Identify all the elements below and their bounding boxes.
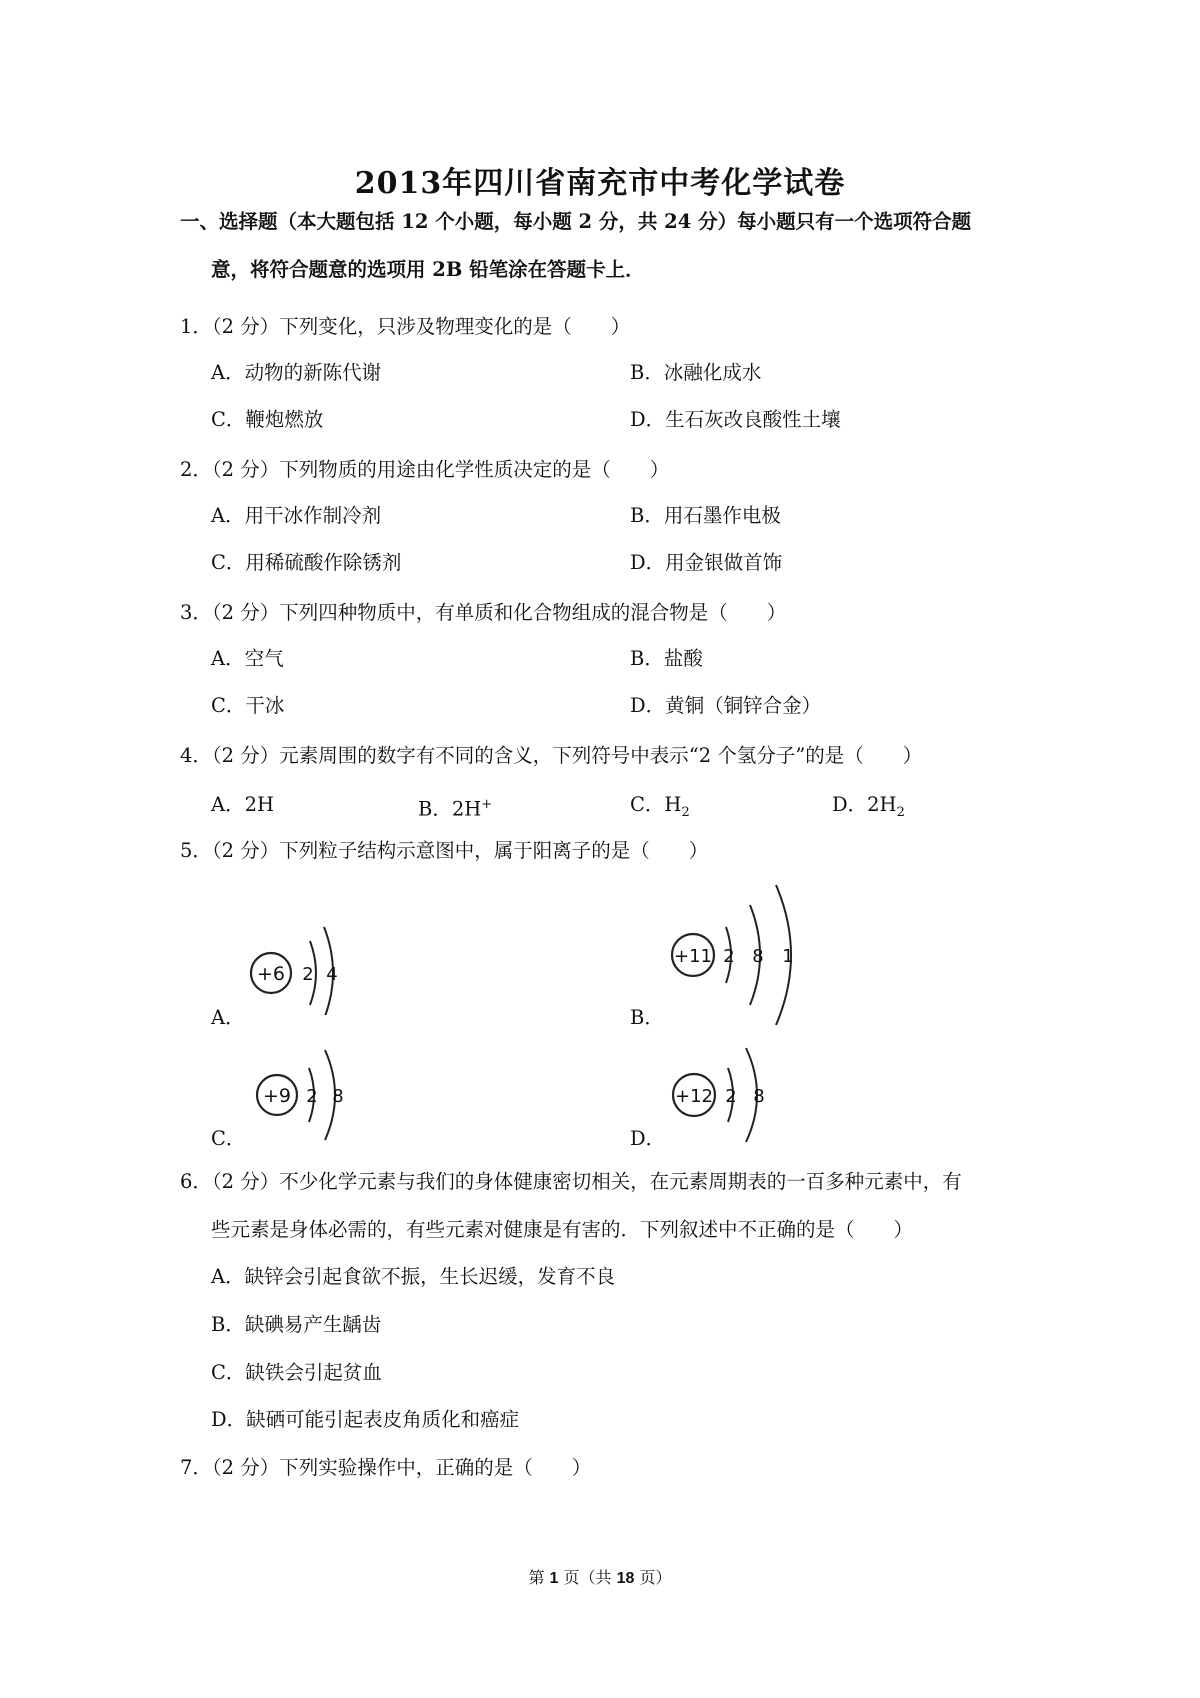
- section-heading-line2: 意，将符合题意的选项用 2B 铅笔涂在答题卡上．: [211, 258, 645, 281]
- option-label: D．: [832, 793, 868, 816]
- formula: 2H: [867, 793, 897, 816]
- shell-1-electrons: 2: [723, 946, 735, 967]
- footer-middle: 页（共: [558, 1568, 617, 1587]
- question-3-option-d: D．黄铜（铜锌合金）: [630, 694, 822, 717]
- question-2-option-b: B．用石墨作电极: [630, 504, 781, 527]
- question-4-option-b: [418, 790, 492, 825]
- formula-subscript: 2: [896, 804, 905, 820]
- question-1-option-c: C．鞭炮燃放: [211, 408, 324, 431]
- question-3-stem: 3．（2 分）下列四种物质中，有单质和化合物组成的混合物是（ ）: [180, 601, 787, 624]
- formula: 2H: [244, 793, 275, 816]
- question-5-option-c-label: C．: [211, 1127, 246, 1150]
- question-5-stem: 5．（2 分）下列粒子结构示意图中，属于阳离子的是（ ）: [180, 839, 709, 862]
- option-label: C．: [630, 793, 665, 816]
- question-1-option-a: A．动物的新陈代谢: [211, 361, 382, 384]
- nucleus-charge: +9: [262, 1085, 292, 1107]
- question-5-option-b-label: B．: [630, 1006, 664, 1029]
- shell-3-electrons: 1: [782, 946, 794, 967]
- atom-diagram-c: [245, 1040, 365, 1150]
- question-7-stem: 7．（2 分）下列实验操作中，正确的是（ ）: [180, 1456, 592, 1479]
- question-4-option-a: [211, 790, 274, 820]
- question-6-stem-line2: 些元素是身体必需的，有些元素对健康是有害的．下列叙述中不正确的是（ ）: [211, 1218, 914, 1241]
- nucleus-charge: +6: [256, 963, 286, 985]
- shell-2-electrons: 8: [753, 1086, 765, 1107]
- atom-diagram-d: [660, 1040, 790, 1150]
- question-6-option-a: A．缺锌会引起食欲不振，生长迟缓，发育不良: [211, 1265, 616, 1288]
- nucleus-charge: +11: [674, 946, 712, 967]
- question-4-option-c: [630, 790, 690, 828]
- atom-diagram-b: [660, 875, 820, 1025]
- page-footer: [0, 1565, 1200, 1588]
- page-title: 2013年四川省南充市中考化学试卷: [354, 166, 846, 201]
- question-5-option-a-label: A．: [211, 1006, 245, 1029]
- question-3-option-c: C．干冰: [211, 694, 285, 717]
- formula-superscript: +: [481, 797, 493, 812]
- question-6-option-b: B．缺碘易产生龋齿: [211, 1313, 382, 1336]
- option-label: A．: [211, 793, 245, 816]
- question-1-option-b: B．冰融化成水: [630, 361, 762, 384]
- question-2-option-a: A．用干冰作制冷剂: [211, 504, 382, 527]
- footer-suffix: 页）: [634, 1568, 672, 1587]
- question-2-option-d: D．用金银做首饰: [630, 551, 783, 574]
- question-1-stem: 1．（2 分）下列变化，只涉及物理变化的是（ ）: [180, 315, 631, 338]
- question-6-option-d: D．缺硒可能引起表皮角质化和癌症: [211, 1408, 520, 1431]
- shell-2-electrons: 4: [326, 964, 338, 985]
- question-3-option-b: B．盐酸: [630, 647, 703, 670]
- total-pages: 18: [616, 1570, 635, 1587]
- option-label: B．: [418, 797, 452, 821]
- shell-1-electrons: 2: [302, 964, 314, 985]
- question-6-option-c: C．缺铁会引起贫血: [211, 1361, 382, 1384]
- question-4-stem: 4．（2 分）元素周围的数字有不同的含义，下列符号中表示“2 个氢分子”的是（ ）: [180, 744, 923, 767]
- shell-2-electrons: 8: [752, 946, 764, 967]
- footer-prefix: 第: [528, 1568, 550, 1587]
- question-2-option-c: C．用稀硫酸作除锈剂: [211, 551, 402, 574]
- question-4-option-d: [832, 790, 905, 828]
- formula: H: [664, 793, 682, 816]
- question-1-option-d: D．生石灰改良酸性土壤: [630, 408, 841, 431]
- question-3-option-a: A．空气: [211, 647, 284, 670]
- shell-1-electrons: 2: [306, 1086, 318, 1107]
- formula: 2H: [451, 797, 482, 821]
- section-heading-line1: 一、选择题（本大题包括 12 个小题，每小题 2 分，共 24 分）每小题只有一个选项符合题: [180, 210, 972, 233]
- question-2-stem: 2．（2 分）下列物质的用途由化学性质决定的是（ ）: [180, 458, 670, 481]
- current-page-number: 1: [549, 1570, 559, 1587]
- shell-2-electrons: 8: [332, 1086, 344, 1107]
- section-heading: [180, 198, 1040, 294]
- atom-diagram-a: [240, 905, 360, 1015]
- shell-1-electrons: 2: [725, 1086, 737, 1107]
- formula-subscript: 2: [681, 804, 690, 820]
- question-5-option-d-label: D．: [630, 1127, 666, 1150]
- nucleus-charge: +12: [675, 1086, 713, 1107]
- question-6-stem-line1: 6．（2 分）不少化学元素与我们的身体健康密切相关，在元素周期表的一百多种元素中，有: [180, 1170, 962, 1193]
